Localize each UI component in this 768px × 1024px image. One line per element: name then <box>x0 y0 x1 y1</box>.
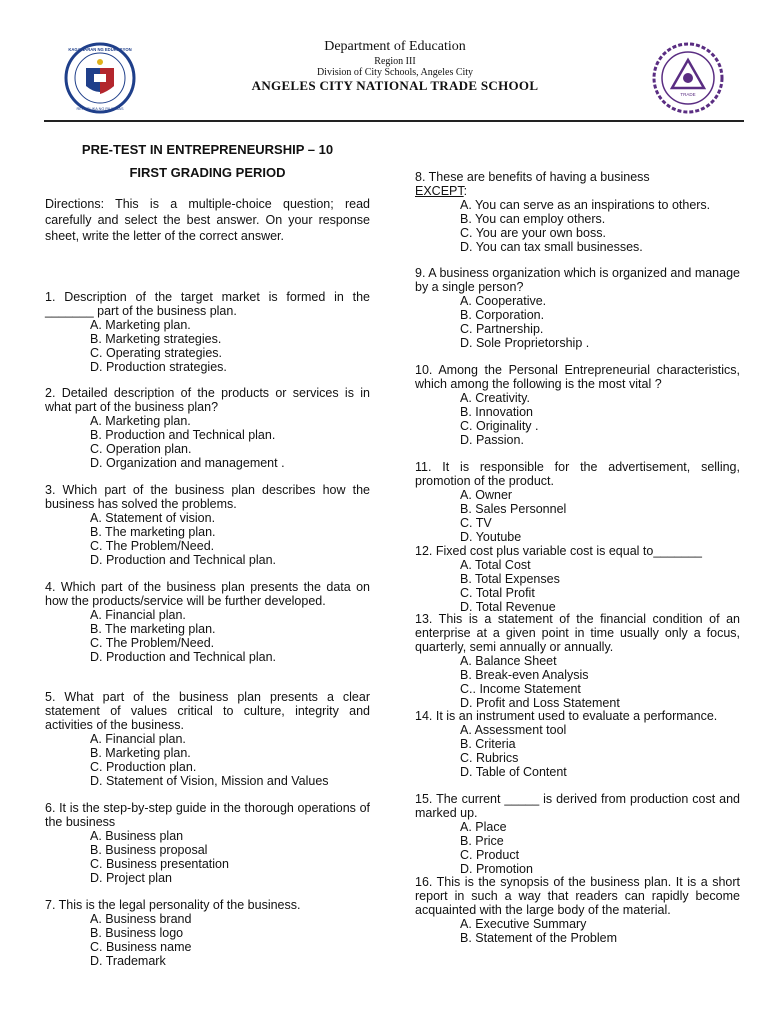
question-stem: 8. These are benefits of having a business EXCEPT: <box>415 170 650 198</box>
option: C. The Problem/Need. <box>90 636 215 650</box>
question-4 <box>45 580 370 664</box>
option: B. Marketing strategies. <box>90 332 222 346</box>
option: A. Cooperative. <box>460 294 547 308</box>
question-13 <box>415 612 740 710</box>
question-stem: 1. Description of the target market is formed in the _______ part of the business plan. <box>45 290 370 318</box>
svg-text:TRADE: TRADE <box>680 92 696 97</box>
question-14 <box>415 709 740 779</box>
question-1 <box>45 290 370 374</box>
option: A. You can serve as an inspirations to others. <box>460 198 711 212</box>
option: B. Criteria <box>460 737 516 751</box>
question-15 <box>415 792 740 876</box>
svg-text:REPUBLIKA NG PILIPINAS: REPUBLIKA NG PILIPINAS <box>76 107 124 111</box>
option: C. Rubrics <box>460 751 519 765</box>
option: D. Promotion <box>460 862 533 876</box>
question-stem: 12. Fixed cost plus variable cost is equal to_______ <box>415 544 702 558</box>
option: A. Balance Sheet <box>460 654 557 668</box>
question-8 <box>415 170 740 254</box>
option: C. Production plan. <box>90 760 197 774</box>
option: B. Statement of the Problem <box>460 931 618 945</box>
question-stem: 10. Among the Personal Entrepreneurial characteristics, which among the following is the most vital ? <box>415 363 740 391</box>
question-stem: 6. It is the step-by-step guide in the thorough operations of the business <box>45 801 370 829</box>
option: D. Sole Proprietorship . <box>460 336 590 350</box>
option: C. You are your own boss. <box>460 226 606 240</box>
question-stem: 7. This is the legal personality of the business. <box>45 898 301 912</box>
question-stem: 5. What part of the business plan presents a clear statement of values critical to culture, integrity and activities of the business. <box>45 690 370 732</box>
question-stem: 16. This is the synopsis of the business plan. It is a short report in such a way that readers can rapidly become acquainted with the large body of the material. <box>415 875 740 917</box>
deped-seal-logo <box>64 42 136 114</box>
option: C. The Problem/Need. <box>90 539 215 553</box>
question-10 <box>415 363 740 447</box>
option: B. Price <box>460 834 504 848</box>
option: B. Total Expenses <box>460 572 560 586</box>
option: D. Total Revenue <box>460 600 556 614</box>
option: B. Corporation. <box>460 308 545 322</box>
division-name: Division of City Schools, Angeles City <box>316 67 474 78</box>
header-divider <box>44 120 744 122</box>
option: C. Originality . <box>460 419 539 433</box>
question-12 <box>415 544 740 614</box>
document-header <box>0 0 768 122</box>
option: D. You can tax small businesses. <box>460 240 643 254</box>
region-name: Region III <box>374 56 416 67</box>
option: A. Total Cost <box>460 558 531 572</box>
question-2 <box>45 386 370 470</box>
question-stem: 15. The current _____ is derived from production cost and marked up. <box>415 792 740 820</box>
option: A. Marketing plan. <box>90 414 191 428</box>
option: D. Statement of Vision, Mission and Values <box>90 774 329 788</box>
department-name: Department of Education <box>324 39 466 54</box>
option: B. Production and Technical plan. <box>90 428 276 442</box>
option: C. Total Profit <box>460 586 535 600</box>
option: B. The marketing plan. <box>90 525 216 539</box>
option: A. Marketing plan. <box>90 318 191 332</box>
option: D. Profit and Loss Statement <box>460 696 620 710</box>
option: C. Product <box>460 848 520 862</box>
option: B. Sales Personnel <box>460 502 567 516</box>
question-11 <box>415 460 740 544</box>
option: C. Business name <box>90 940 192 954</box>
option: C. Operating strategies. <box>90 346 223 360</box>
grading-period: FIRST GRADING PERIOD <box>129 165 286 180</box>
question-stem: 4. Which part of the business plan presents the data on how the products/service will be further developed. <box>45 580 370 608</box>
option: A. Place <box>460 820 507 834</box>
option: B. Business proposal <box>90 843 208 857</box>
option: A. Business plan <box>90 829 184 843</box>
option: D. Project plan <box>90 871 172 885</box>
option: C. Operation plan. <box>90 442 192 456</box>
option: A. Creativity. <box>460 391 530 405</box>
option: A. Business brand <box>90 912 192 926</box>
school-seal-logo <box>652 42 724 114</box>
question-stem: 9. A business organization which is organized and manage by a single person? <box>415 266 740 294</box>
question-stem: 2. Detailed description of the products or services is in what part of the business plan? <box>45 386 370 414</box>
directions-text: Directions: This is a multiple-choice question; read carefully and select the best answer. On your response sheet, write the letter of the correct answer. <box>45 197 370 243</box>
option: A. Executive Summary <box>460 917 587 931</box>
svg-text:KAGAWARAN NG EDUKASYON: KAGAWARAN NG EDUKASYON <box>68 47 132 52</box>
option: D. Table of Content <box>460 765 567 779</box>
option: D. Production and Technical plan. <box>90 650 276 664</box>
question-6 <box>45 801 370 885</box>
option: A. Owner <box>460 488 513 502</box>
option: B. Business logo <box>90 926 184 940</box>
school-name: ANGELES CITY NATIONAL TRADE SCHOOL <box>251 78 539 93</box>
option: A. Financial plan. <box>90 608 186 622</box>
option: B. Marketing plan. <box>90 746 191 760</box>
option: A. Financial plan. <box>90 732 186 746</box>
option: C. Business presentation <box>90 857 229 871</box>
question-7 <box>45 898 370 968</box>
question-stem: 13. This is a statement of the financial condition of an enterprise at a given point in time usually only a focus, quarterly, semi annually or annually. <box>415 612 740 654</box>
question-5 <box>45 690 370 788</box>
option: B. The marketing plan. <box>90 622 216 636</box>
option: D. Organization and management . <box>90 456 285 470</box>
option: D. Production and Technical plan. <box>90 553 276 567</box>
option: D. Passion. <box>460 433 524 447</box>
option: B. Break-even Analysis <box>460 668 589 682</box>
option: D. Trademark <box>90 954 166 968</box>
question-stem-text: 8. These are benefits of having a business <box>415 170 650 184</box>
option: C.. Income Statement <box>460 682 581 696</box>
option: B. Innovation <box>460 405 533 419</box>
option: C. Partnership. <box>460 322 544 336</box>
question-9 <box>415 266 740 350</box>
option: D. Youtube <box>460 530 522 544</box>
option: C. TV <box>460 516 492 530</box>
question-stem: 3. Which part of the business plan describes how the business has solved the problems. <box>45 483 370 511</box>
question-stem: 11. It is responsible for the advertisement, selling, promotion of the product. <box>415 460 740 488</box>
test-title: PRE-TEST IN ENTREPRENEURSHIP – 10 <box>81 142 334 157</box>
option: B. You can employ others. <box>460 212 606 226</box>
option: D. Production strategies. <box>90 360 227 374</box>
question-3 <box>45 483 370 567</box>
question-stem: 14. It is an instrument used to evaluate a performance. <box>415 709 718 723</box>
except-keyword: EXCEPT <box>415 184 464 198</box>
option: A. Assessment tool <box>460 723 567 737</box>
option: A. Statement of vision. <box>90 511 216 525</box>
question-16 <box>415 875 740 945</box>
